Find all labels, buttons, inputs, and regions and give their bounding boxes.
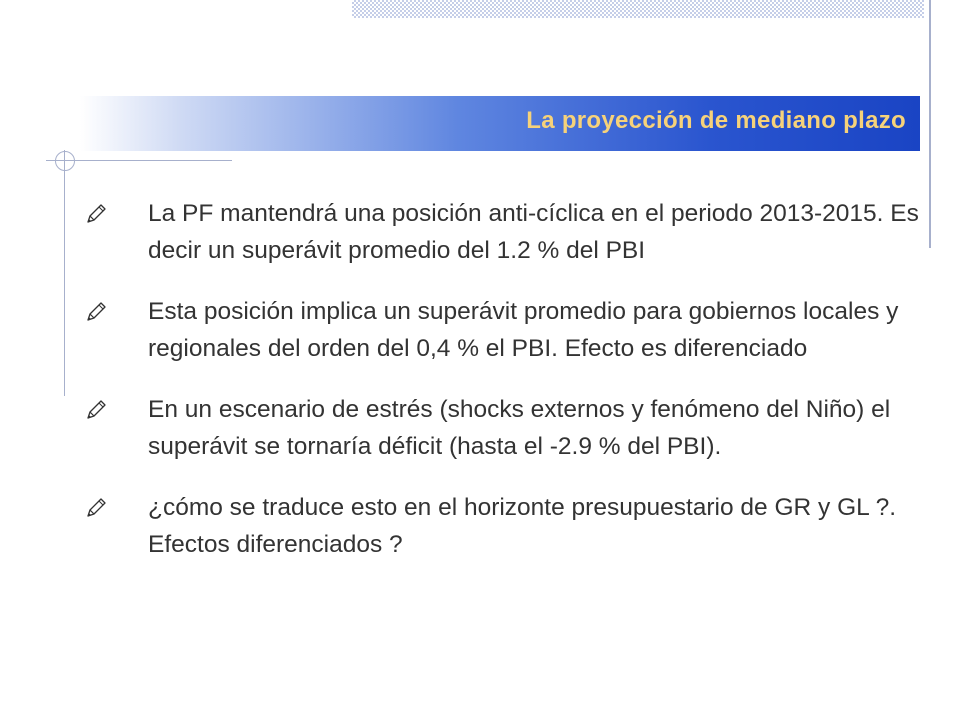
slide-title: La proyección de mediano plazo: [526, 107, 906, 134]
pen-icon: [85, 399, 107, 421]
pen-icon: [85, 301, 107, 323]
bullet-text: ¿cómo se traduce esto en el horizonte presupuestario de GR y GL ?. Efectos diferenciados ?: [148, 494, 897, 558]
bullet-item: [80, 293, 920, 367]
bullet-text: Esta posición implica un superávit promedio para gobiernos locales y regionales del orden del 0,4 % el PBI. Efecto es diferenciado: [148, 298, 899, 362]
decorative-checker-band: [352, 0, 924, 18]
decorative-ring: [55, 151, 75, 171]
bullet-text: La PF mantendrá una posición anti-cíclica en el periodo 2013-2015. Es decir un superávit promedio del 1.2 % del PBI: [148, 200, 919, 264]
pen-icon: [85, 203, 107, 225]
bullet-list: [80, 195, 920, 587]
pen-icon: [85, 497, 107, 519]
bullet-item: [80, 195, 920, 269]
bullet-item: [80, 391, 920, 465]
decorative-vertical-line-left: [64, 150, 65, 396]
bullet-text: En un escenario de estrés (shocks externos y fenómeno del Niño) el superávit se tornaría déficit (hasta el -2.9 % del PBI).: [148, 396, 891, 460]
decorative-vertical-line-right: [929, 0, 931, 248]
bullet-item: [80, 489, 920, 563]
title-bar: [80, 96, 920, 151]
